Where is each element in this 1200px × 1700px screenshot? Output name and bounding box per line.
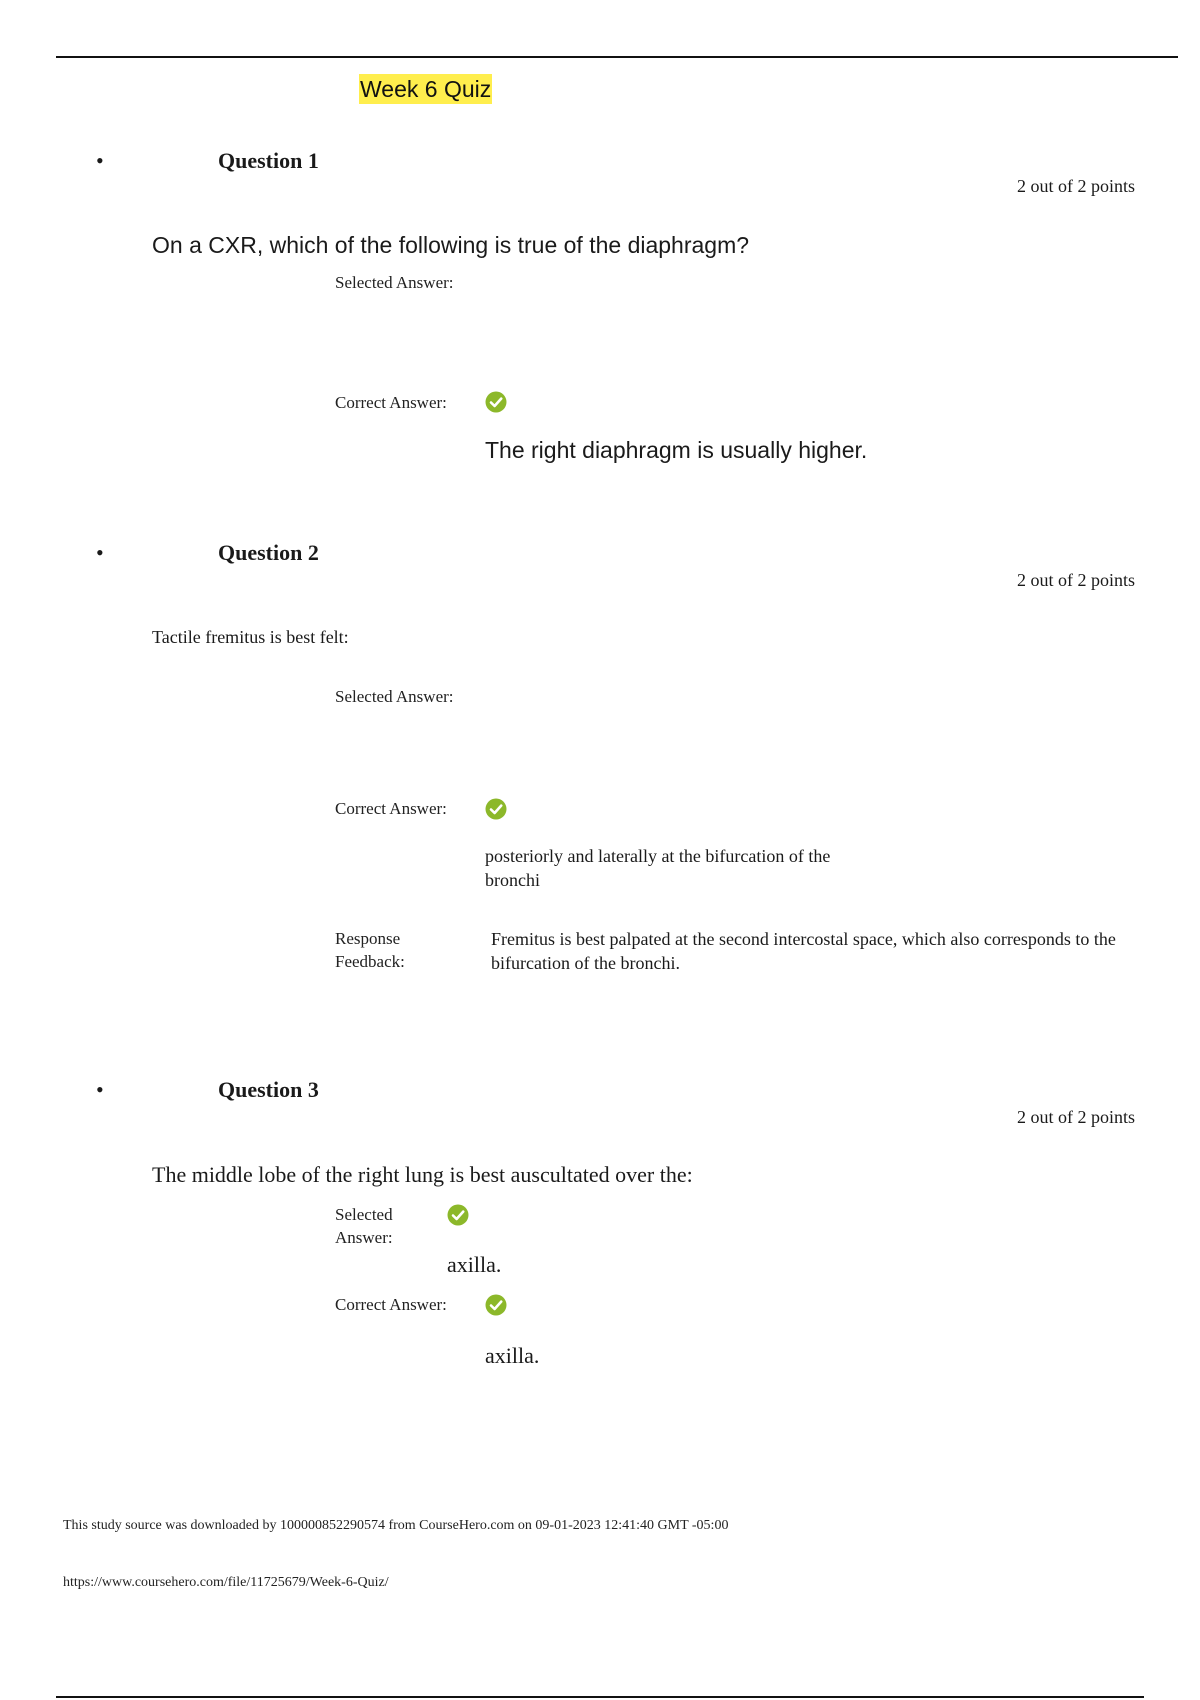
selected-answer-text: axilla.	[447, 1252, 502, 1277]
correct-answer-text-line-1: posteriorly and laterally at the bifurcation of the	[485, 846, 831, 866]
points-score: 2 out of 2 points	[1016, 1107, 1135, 1127]
check-circle-icon	[485, 798, 507, 820]
response-feedback-text-line-1: Fremitus is best palpated at the second intercostal space, which also corresponds to the	[491, 929, 1116, 949]
question-text: The middle lobe of the right lung is best auscultated over the:	[152, 1162, 693, 1187]
check-circle-icon	[485, 391, 507, 413]
correct-answer-text: axilla.	[485, 1343, 540, 1368]
bullet: •	[96, 1077, 104, 1102]
correct-answer-label: Correct Answer:	[335, 393, 447, 412]
selected-answer-label-line-1: Selected	[335, 1205, 393, 1224]
source-url[interactable]: https://www.coursehero.com/file/11725679/Week-6-Quiz/	[63, 1575, 389, 1590]
top-rule	[56, 56, 1178, 58]
points-score: 2 out of 2 points	[1016, 176, 1135, 196]
selected-answer-label: Selected Answer:	[335, 687, 454, 706]
correct-answer-text-line-2: bronchi	[485, 870, 540, 890]
correct-answer-label: Correct Answer:	[335, 1295, 447, 1314]
selected-answer-label: Selected Answer:	[335, 273, 454, 292]
question-heading: Question 2	[218, 540, 319, 565]
check-circle-icon	[485, 1294, 507, 1316]
question-heading: Question 3	[218, 1077, 319, 1102]
question-text: On a CXR, which of the following is true of the diaphragm?	[152, 232, 750, 258]
response-feedback-label-line-2: Feedback:	[335, 952, 405, 971]
question-heading: Question 1	[218, 148, 319, 173]
points-score: 2 out of 2 points	[1016, 570, 1135, 590]
download-source-note: This study source was downloaded by 100000852290574 from CourseHero.com on 09-01-2023 12:41:40 GMT -05:00	[63, 1518, 729, 1533]
bottom-rule	[56, 1696, 1144, 1698]
correct-answer-text: The right diaphragm is usually higher.	[485, 437, 868, 463]
bullet: •	[96, 540, 104, 565]
bullet: •	[96, 148, 104, 173]
selected-answer-label-line-2: Answer:	[335, 1228, 393, 1247]
response-feedback-text-line-2: bifurcation of the bronchi.	[491, 953, 680, 973]
correct-answer-label: Correct Answer:	[335, 799, 447, 818]
page-title: Week 6 Quiz	[360, 76, 492, 102]
response-feedback-label-line-1: Response	[335, 929, 401, 948]
question-text: Tactile fremitus is best felt:	[152, 627, 349, 647]
check-circle-icon	[447, 1204, 469, 1226]
